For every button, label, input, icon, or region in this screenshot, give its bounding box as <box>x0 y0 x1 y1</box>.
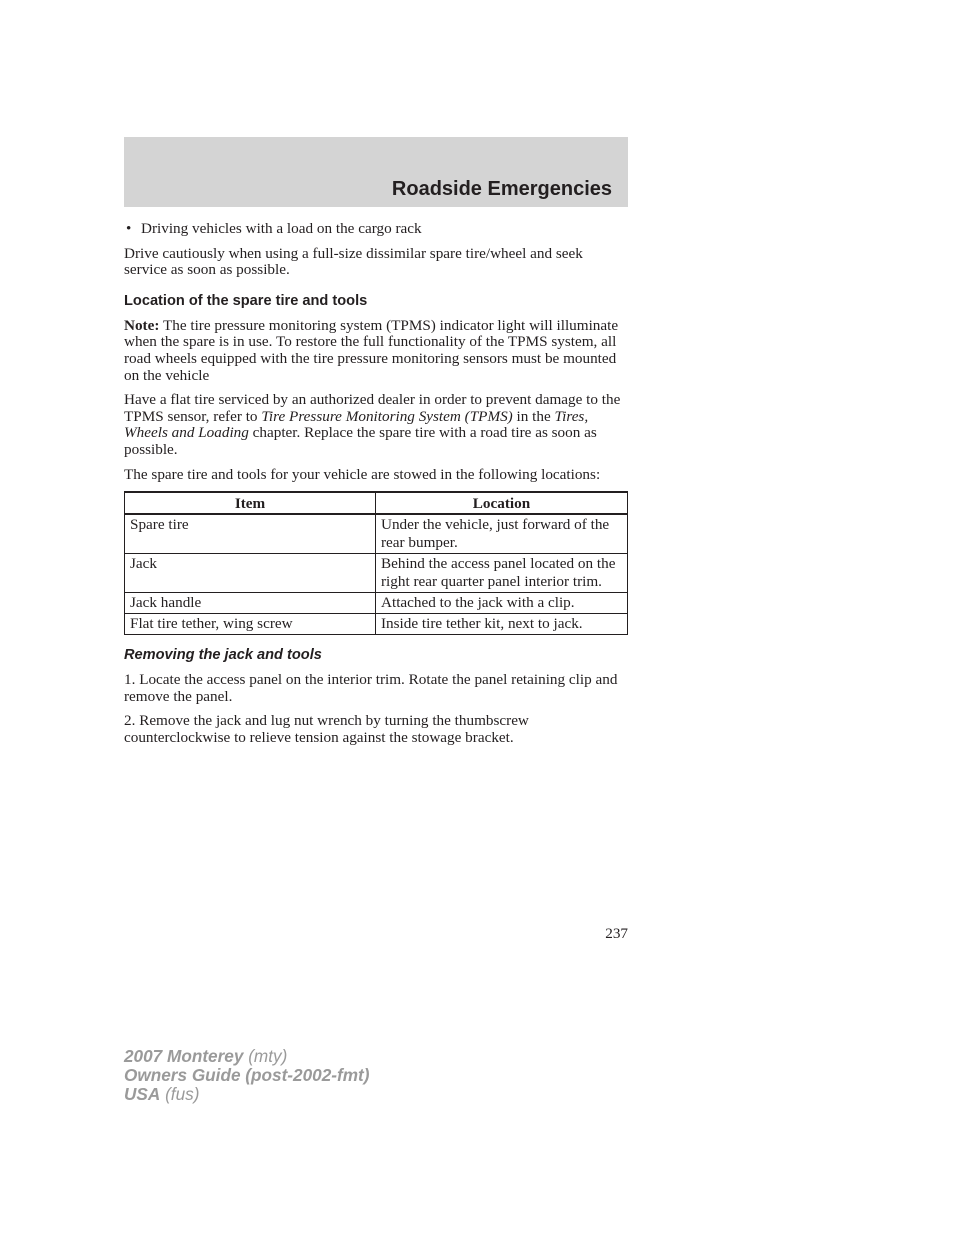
table-row <box>125 614 628 635</box>
table-row <box>125 554 628 593</box>
table-header-row <box>125 492 628 514</box>
note-label: Note: <box>124 316 160 334</box>
note-text: The tire pressure monitoring system (TPMS) indicator light will illuminate when the spare is in use. To restore the full functionality of the TPMS system, all road wheels equipped with the tire pressure monitoring sensors must be mounted on the vehicle <box>124 316 619 384</box>
table-row <box>125 514 628 554</box>
column-header-location: Location <box>376 492 628 514</box>
step-1: 1. Locate the access panel on the interior trim. Rotate the panel retaining clip and remove the panel. <box>124 671 618 705</box>
table-cell-item: Flat tire tether, wing screw <box>125 614 376 635</box>
note-paragraph <box>124 318 628 384</box>
table-cell-item: Jack handle <box>125 593 376 614</box>
document-footer <box>124 1047 369 1104</box>
table-cell-item: Spare tire <box>125 514 376 554</box>
footer-model-name: 2007 Monterey <box>124 1046 244 1066</box>
table-cell-location: Under the vehicle, just forward of the rear bumper. <box>376 514 628 554</box>
footer-market-code: (fus) <box>160 1084 200 1104</box>
heading-location-spare-tire: Location of the spare tire and tools <box>124 292 368 309</box>
section-title: Roadside Emergencies <box>391 178 612 200</box>
footer-line-model <box>124 1047 369 1066</box>
text-run: chapter. Replace the spare tire with a road tire as soon as possible. <box>124 424 597 458</box>
page-content <box>124 221 628 755</box>
section-header-band <box>124 137 628 207</box>
spare-tire-tools-table <box>124 491 628 635</box>
column-header-item: Item <box>125 492 376 514</box>
text-run: in the <box>512 407 555 425</box>
footer-model-code: (mty) <box>243 1046 288 1066</box>
bullet-list-item <box>124 221 628 238</box>
cross-reference-tpms: Tire Pressure Monitoring System (TPMS) <box>261 407 513 425</box>
table-cell-location: Behind the access panel located on the right rear quarter panel interior trim. <box>376 554 628 593</box>
bullet-text: Driving vehicles with a load on the cargo rack <box>141 220 422 237</box>
heading-removing-jack: Removing the jack and tools <box>124 647 322 664</box>
text-run: Have a flat tire serviced by an authorized dealer in order to prevent damage to the TPMS sensor, refer to <box>124 391 621 425</box>
table-cell-location: Inside tire tether kit, next to jack. <box>376 614 628 635</box>
footer-guide-name: Owners Guide (post-2002-fmt) <box>124 1065 370 1085</box>
footer-market-name: USA <box>124 1084 161 1104</box>
table-row <box>125 593 628 614</box>
cross-reference-chapter: Tires, Wheels and Loading <box>124 407 589 442</box>
paragraph-stowed-locations: The spare tire and tools for your vehicle are stowed in the following locations: <box>124 465 601 483</box>
paragraph-flat-tire-service <box>124 392 628 458</box>
table-cell-item: Jack <box>125 554 376 593</box>
footer-line-guide <box>124 1066 369 1085</box>
footer-line-market <box>124 1085 369 1104</box>
page-number: 237 <box>605 925 628 942</box>
table-cell-location: Attached to the jack with a clip. <box>376 593 628 614</box>
bullet-icon: • <box>126 220 132 237</box>
step-2: 2. Remove the jack and lug nut wrench by turning the thumbscrew counterclockwise to relieve tension against the stowage bracket. <box>124 712 529 746</box>
paragraph-drive-cautiously: Drive cautiously when using a full-size dissimilar spare tire/wheel and seek service as soon as possible. <box>124 244 583 279</box>
